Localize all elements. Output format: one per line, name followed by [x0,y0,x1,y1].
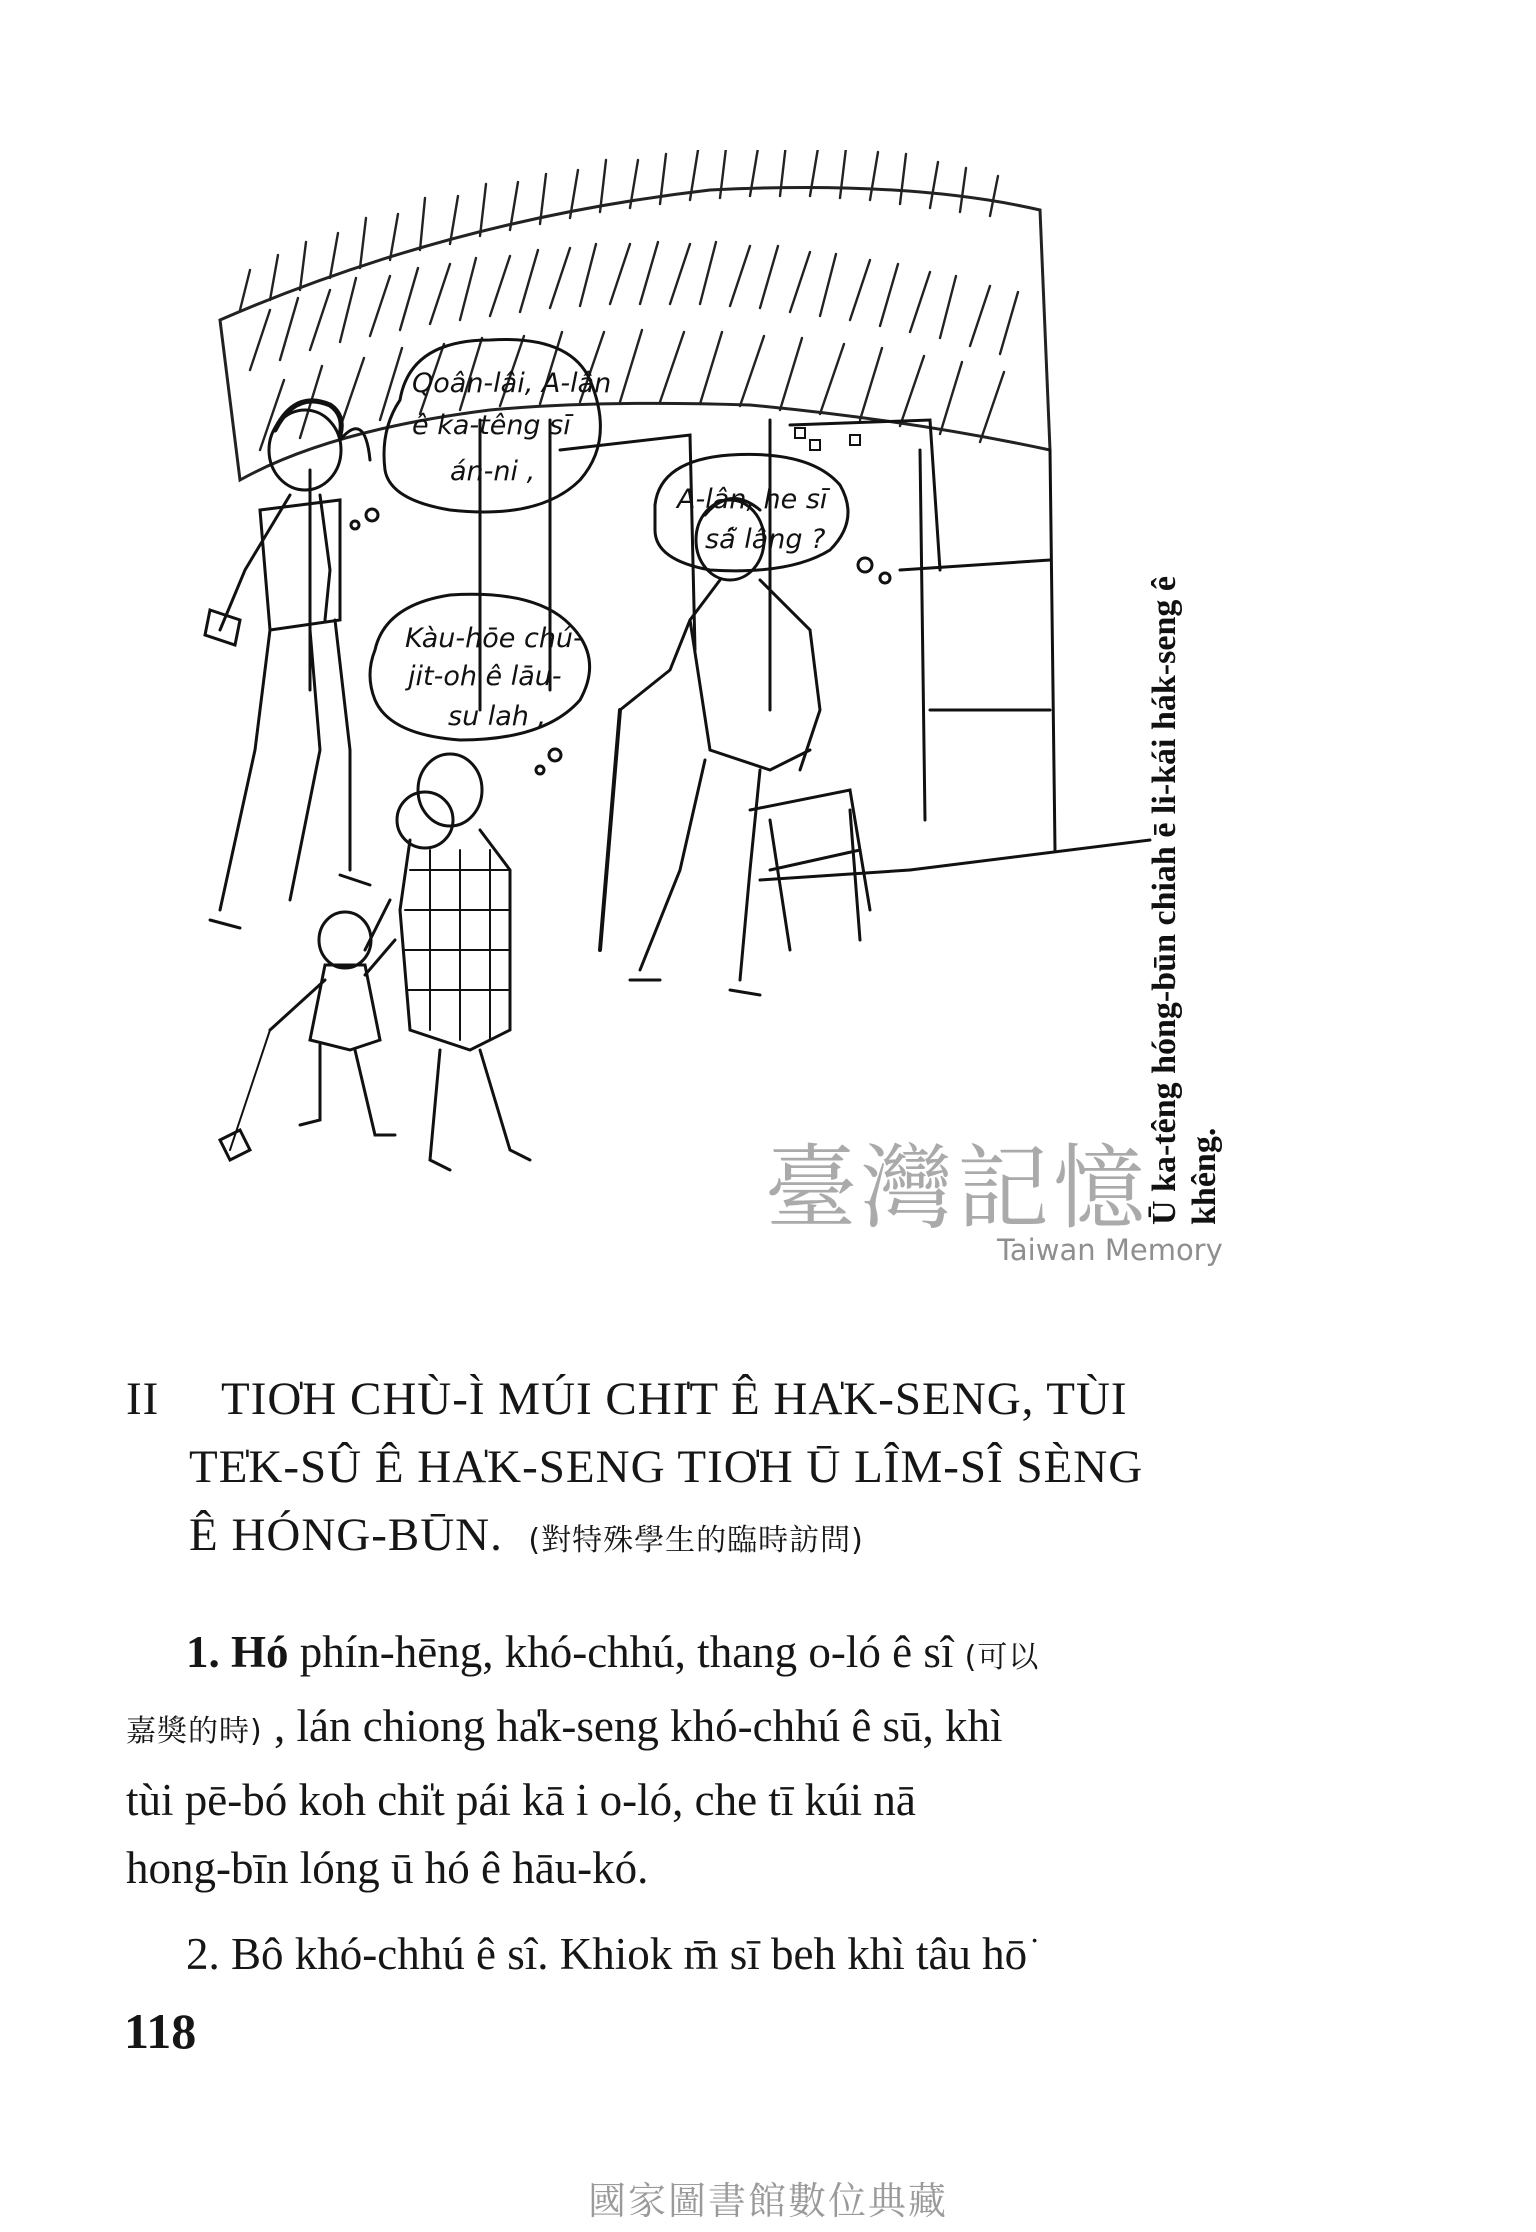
paragraph-2 [126,1920,1321,1988]
heading-line2: TE̍K-SÛ Ê HA̍K-SENG TIO̍H Ū LÎM-SÎ SÈNG [189,1441,1144,1493]
taiwan-memory-watermark [765,1115,1245,1265]
para1-line3: tùi pē-bó koh chi̍t pái kā i o-ló, che tī kúi nā [126,1775,916,1825]
page-number: 118 [124,2003,197,2059]
section-heading [126,1365,1316,1575]
vertical-caption-line2: khêng. [1186,1127,1223,1225]
heading-line3: Ê HÓNG-BŪN. [189,1509,503,1561]
seated-old-woman [600,499,870,995]
para2-line1: 2. Bô khó-chhú ê sî. Khiok m̄ sī beh khì tâu hō͘ [186,1929,1028,1979]
para1-line4: hong-bīn lóng ū hó ê hāu-kó. [126,1843,649,1893]
section-number: II [126,1373,160,1425]
vertical-caption-line1: Ū ka-têng hóng-būn chiah ē li-kái hák-seng ê [1146,576,1183,1225]
heading-chinese-gloss: (對特殊學生的臨時訪問) [528,1523,864,1558]
standing-man [205,401,370,928]
para1-line1-chinese: (可以 [964,1640,1040,1675]
bubble-girl-line2: jit-oh ê lāu- [408,661,562,692]
para1-line1: phín-hēng, khó-chhú, thang o-ló ê sî [288,1627,965,1677]
bubble-woman-line2: sá̃ lâng ? [705,524,826,555]
paragraph-1 [126,1618,1321,1902]
para1-line2-chinese: 嘉獎的時) [126,1714,263,1749]
library-footer: 國家圖書館數位典藏 [587,2179,948,2223]
bubble-man-line2: ê ka-têng sī [412,410,571,441]
bubble-woman-line1: A-lân, he sī [677,484,828,515]
bubble-man-line3: án-ni , [450,456,536,487]
small-boy [220,912,395,1160]
heading-line1: TIO̍H CHÙ-Ì MÚI CHI̍T Ê HA̍K-SENG, TÙI [221,1373,1128,1425]
bubble-man-line1: Qoân-lâi, A-lân [412,368,612,399]
watermark-chinese: 臺灣記憶 [765,1135,1150,1242]
watermark-english: Taiwan Memory [997,1233,1223,1267]
vertical-caption [1145,240,1225,1230]
cartoon-illustration [150,150,1310,1280]
thatched-roof [220,150,1050,480]
bubble-girl-line3: su lah , [448,701,547,732]
girl-with-baby [365,754,530,1170]
para1-line2: , lán chiong ha̍k-seng khó-chhú ê sū, khì [262,1701,1003,1751]
para1-bold-start: 1. Hó [186,1627,289,1677]
bubble-girl-line1: Kàu-hōe chú- [405,623,583,654]
